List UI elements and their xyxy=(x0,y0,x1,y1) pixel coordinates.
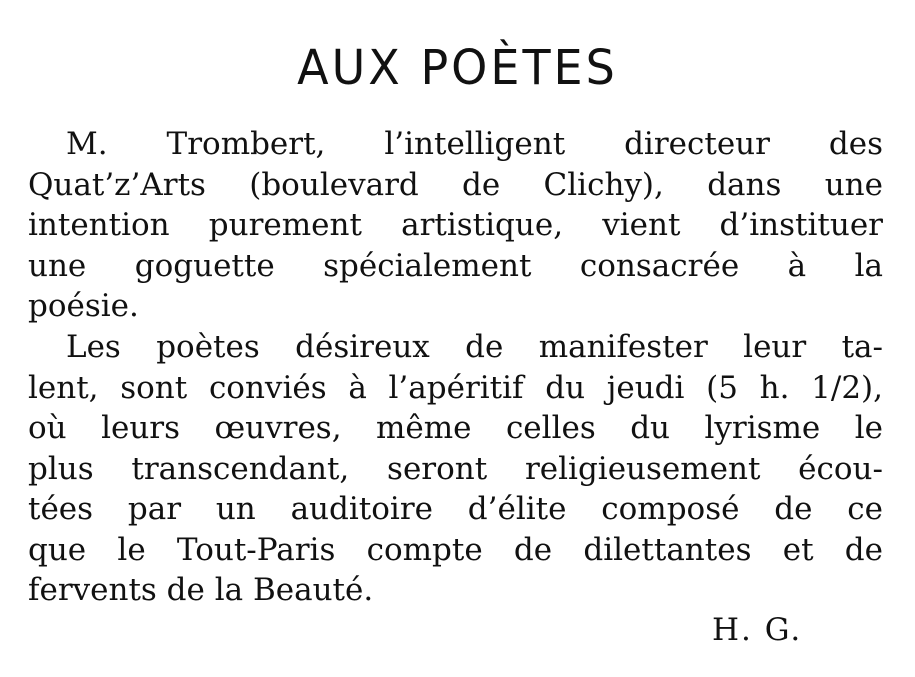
article-title: AUX POÈTES xyxy=(297,38,618,96)
text-line: une goguette spécialement consacrée à la xyxy=(28,248,883,284)
text-line: que le Tout-Paris compte de dilettantes et de xyxy=(28,532,883,568)
text-line: où leurs œuvres, même celles du lyrisme le xyxy=(28,410,883,446)
text-line: tées par un auditoire d’élite composé de ce xyxy=(28,491,883,527)
text-line: M. Trombert, l’intelligent directeur des xyxy=(66,126,883,162)
signature: H. G. xyxy=(712,612,803,648)
text-line: Les poètes désireux de manifester leur ta- xyxy=(66,329,883,365)
text-line: Quat’z’Arts (boulevard de Clichy), dans une xyxy=(28,167,883,203)
text-line: fervents de la Beauté. xyxy=(28,572,374,608)
text-line: poésie. xyxy=(28,288,139,324)
text-line: plus transcendant, seront religieusement écou- xyxy=(28,451,883,487)
text-line: intention purement artistique, vient d’instituer xyxy=(28,207,883,243)
text-line: lent, sont conviés à l’apéritif du jeudi (5 h. 1/2), xyxy=(28,370,883,406)
